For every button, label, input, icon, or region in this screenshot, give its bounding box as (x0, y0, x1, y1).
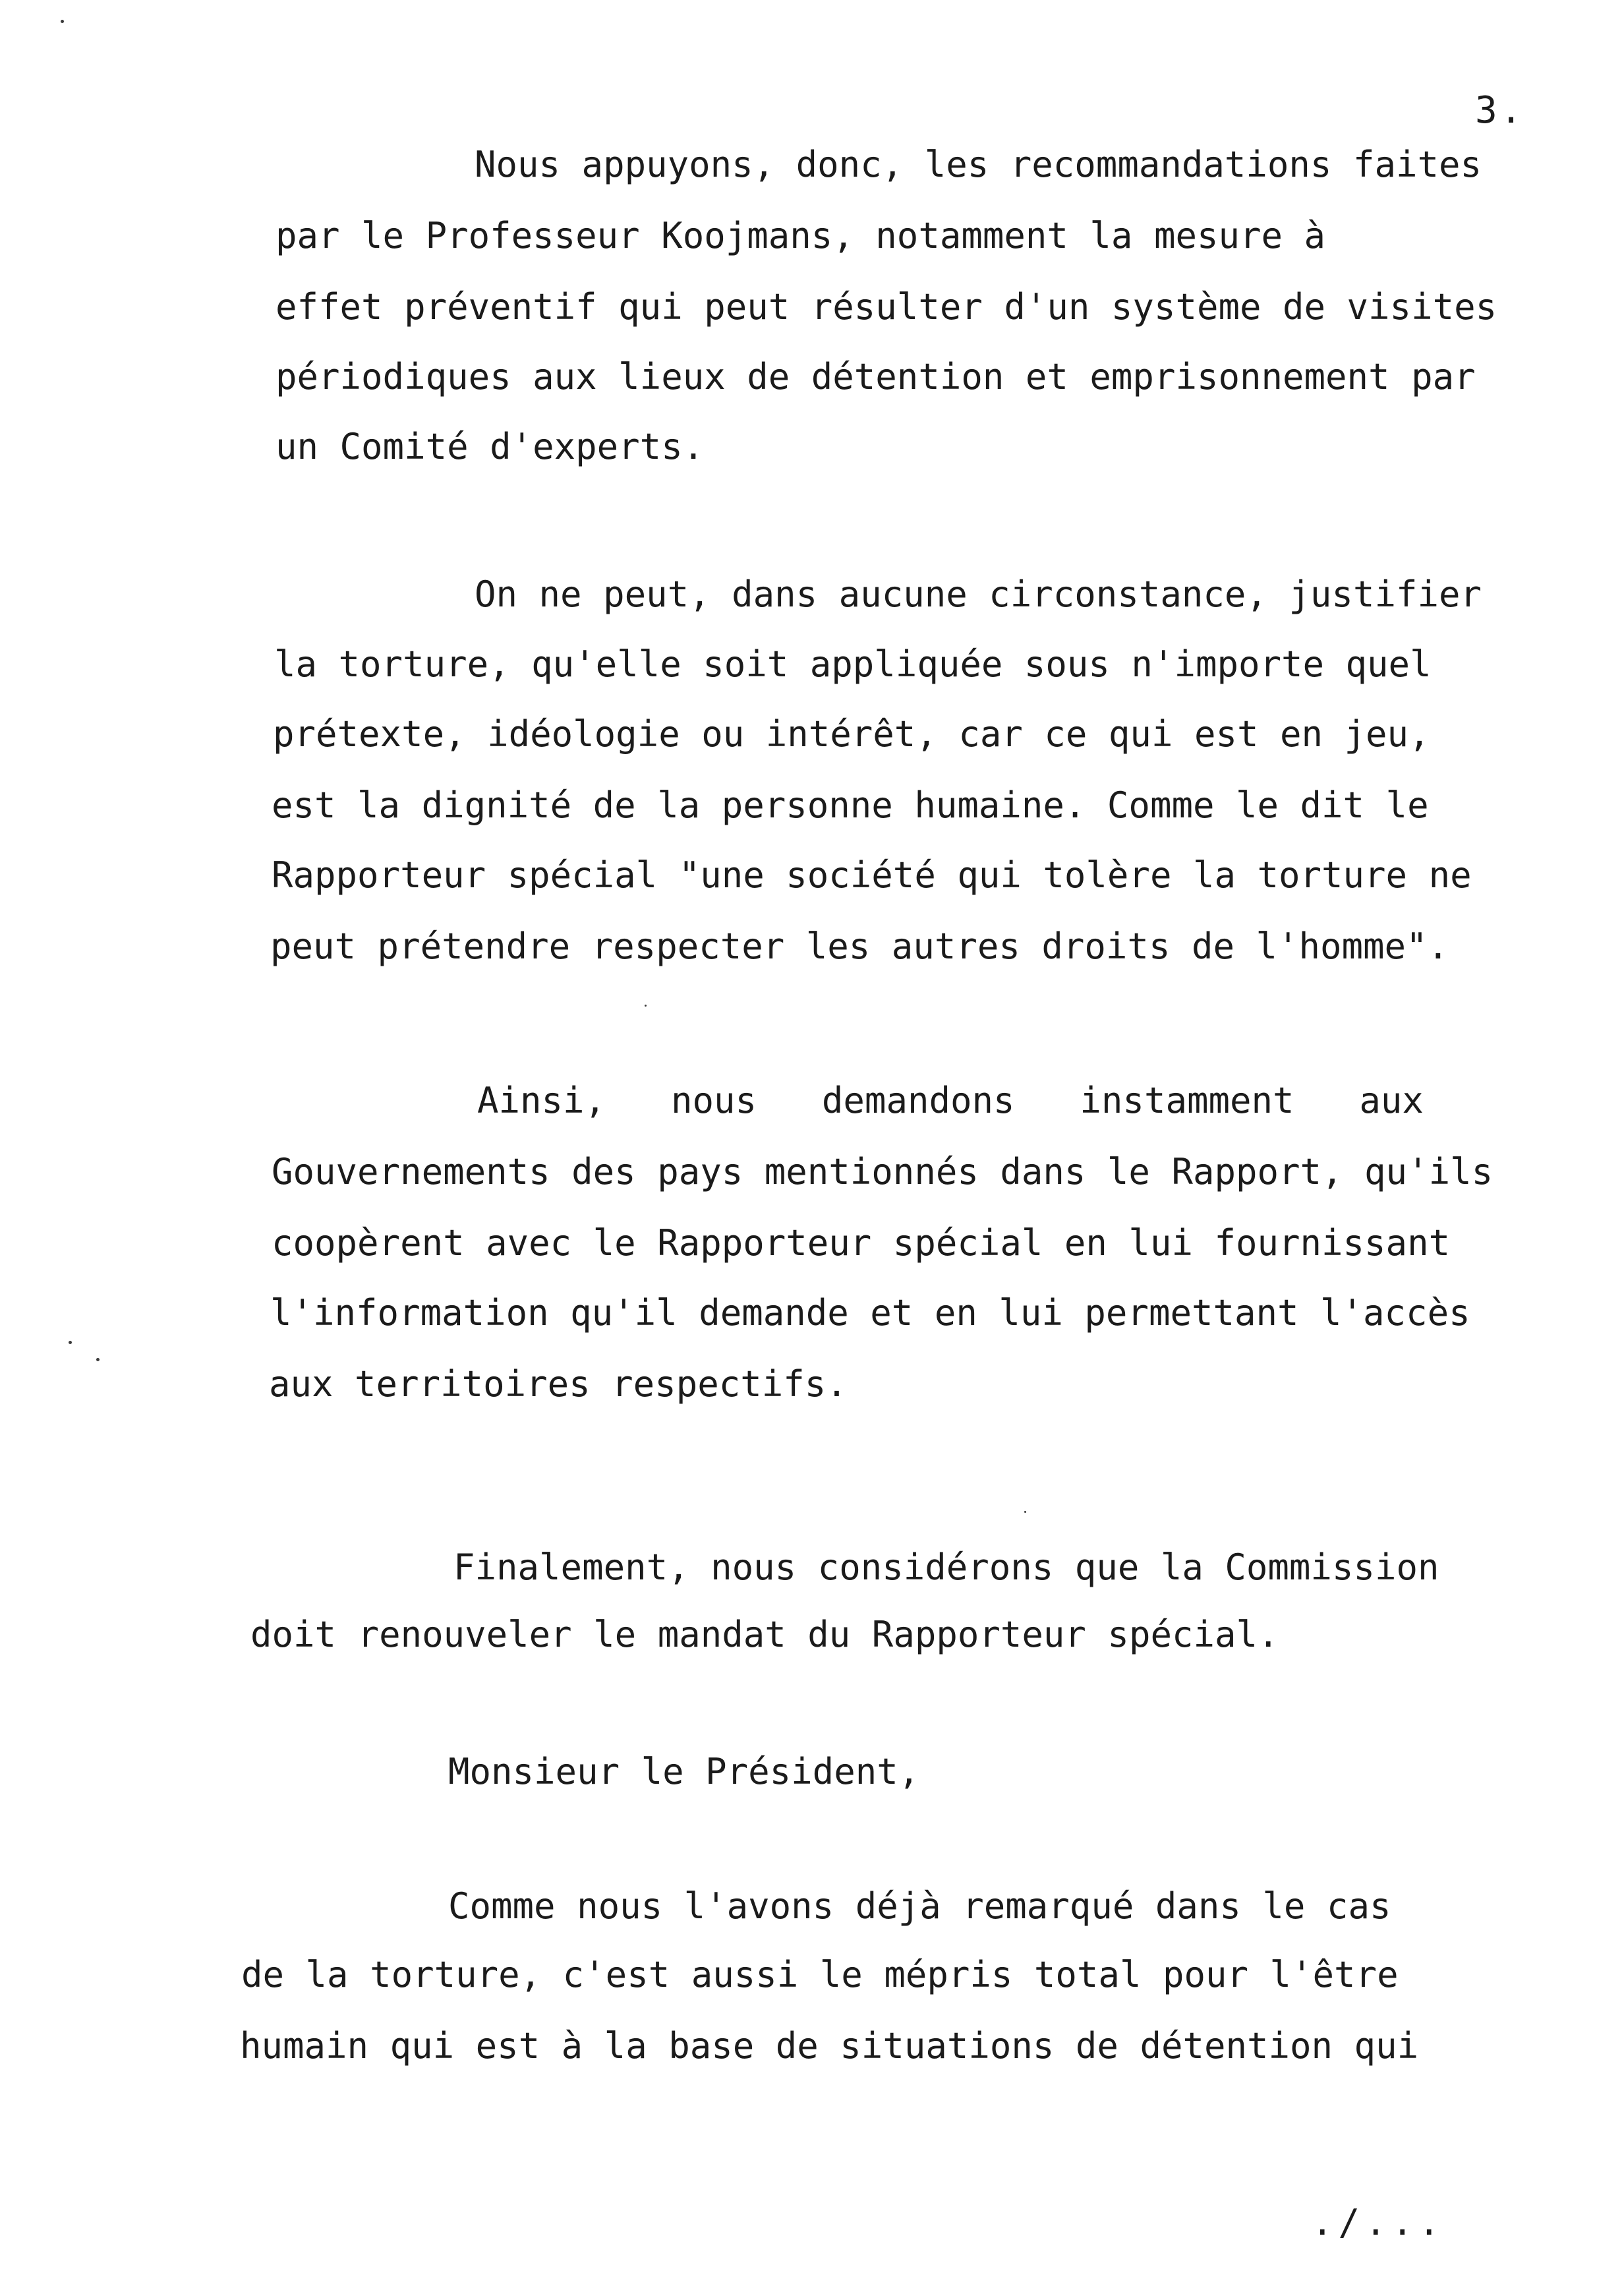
paragraph-1-line-2: par le Professeur Koojmans, notamment la mesure à (276, 215, 1326, 256)
paragraph-3-line-1-word: Ainsi, (477, 1080, 606, 1121)
paragraph-1-line-3: effet préventif qui peut résulter d'un système de visites (276, 286, 1497, 328)
scan-speck (96, 1358, 100, 1361)
scan-speck (61, 20, 64, 23)
salutation: Monsieur le Président, (448, 1751, 920, 1792)
continuation-marker: ./... (1312, 2202, 1445, 2243)
paragraph-4-line-2: doit renouveler le mandat du Rapporteur spécial. (250, 1614, 1279, 1655)
paragraph-2-line-1: On ne peut, dans aucune circonstance, justifier (475, 574, 1482, 615)
paragraph-3-line-1-word: instamment (1080, 1080, 1294, 1121)
paragraph-3-line-1-word: demandons (821, 1080, 1015, 1121)
paragraph-3-line-4: l'information qu'il demande et en lui permettant l'accès (270, 1292, 1470, 1334)
paragraph-3-line-1-word: nous (670, 1080, 757, 1121)
paragraph-3-line-3: coopèrent avec le Rapporteur spécial en lui fournissant (272, 1222, 1451, 1264)
paragraph-1-line-5: un Comité d'experts. (276, 426, 705, 467)
paragraph-6-line-2: de la torture, c'est aussi le mépris total pour l'être (241, 1954, 1399, 1995)
page-number: 3. (1475, 89, 1525, 132)
scan-speck (645, 1005, 647, 1007)
paragraph-2-line-2: la torture, qu'elle soit appliquée sous n'importe quel (274, 643, 1432, 685)
paragraph-2-line-3: prétexte, idéologie ou intérêt, car ce qui est en jeu, (273, 713, 1430, 755)
paragraph-3-line-1 (477, 1080, 1424, 1122)
scan-speck (69, 1341, 72, 1344)
paragraph-2-line-5: Rapporteur spécial "une société qui tolère la torture ne (272, 854, 1472, 896)
paragraph-1-line-1: Nous appuyons, donc, les recommandations faites (475, 144, 1482, 185)
paragraph-2-line-6: peut prétendre respecter les autres droits de l'homme". (270, 926, 1449, 967)
paragraph-4-line-1: Finalement, nous considérons que la Commission (453, 1546, 1439, 1588)
paragraph-3-line-1-word: aux (1359, 1080, 1424, 1121)
paragraph-6-line-1: Comme nous l'avons déjà remarqué dans le cas (448, 1885, 1391, 1927)
paragraph-3-line-5: aux territoires respectifs. (269, 1363, 848, 1405)
scan-speck (1024, 1511, 1026, 1513)
paragraph-2-line-4: est la dignité de la personne humaine. Comme le dit le (272, 784, 1429, 826)
paragraph-6-line-3: humain qui est à la base de situations de détention qui (240, 2025, 1419, 2067)
paragraph-3-line-2: Gouvernements des pays mentionnés dans le Rapport, qu'ils (272, 1151, 1494, 1192)
paragraph-1-line-4: périodiques aux lieux de détention et emprisonnement par (276, 356, 1476, 397)
